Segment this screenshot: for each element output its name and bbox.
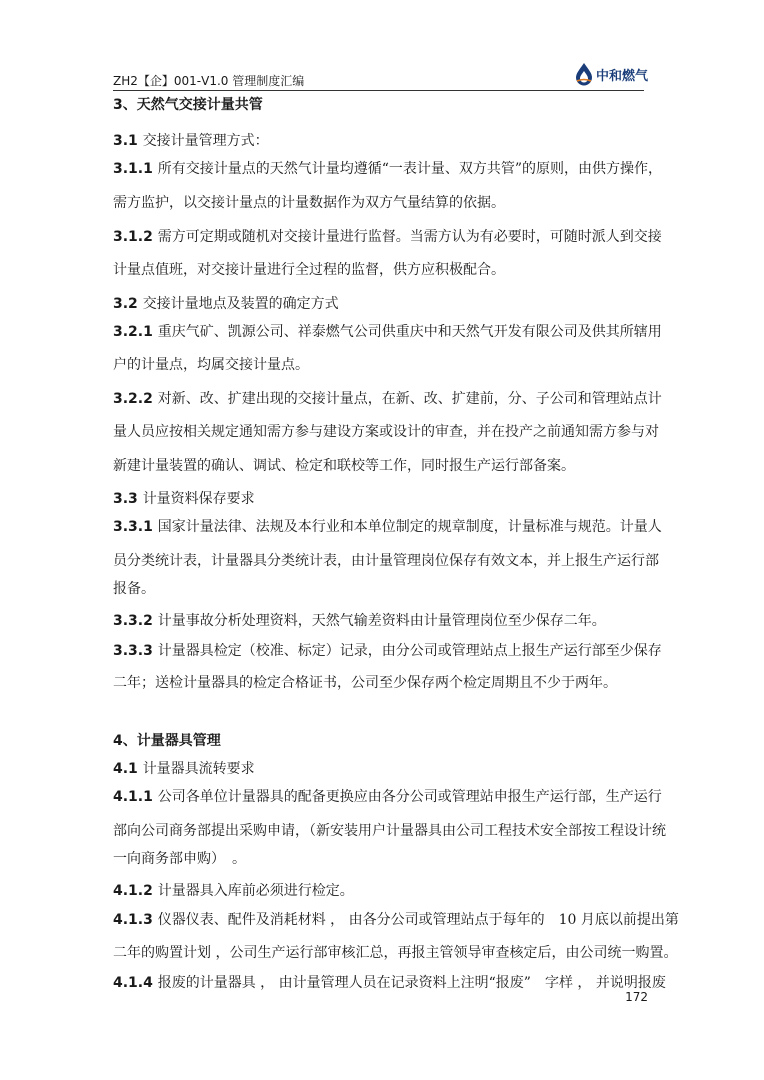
flame-drop-icon (574, 62, 594, 86)
line-text: 量人员应按相关规定通知需方参与建设方案或设计的审查，并在投产之前通知需方参与对 (113, 424, 659, 440)
text-line (113, 880, 646, 900)
text-line (113, 158, 663, 178)
clause-number: 3.1 (113, 133, 143, 149)
text-line (113, 455, 646, 475)
section-heading (113, 94, 646, 114)
line-text: 需方可定期或随机对交接计量进行监督。当需方认为有必要时，可随时派人到交接 (157, 229, 662, 245)
clause-number: 4.1.3 (113, 912, 158, 928)
clause-number: 3.3.3 (113, 643, 158, 659)
text-line (113, 488, 646, 508)
text-line (113, 130, 646, 150)
text-line (113, 388, 662, 408)
line-text: 员分类统计表，计量器具分类统计表，由计量管理岗位保存有效文本，并上报生产运行部 (113, 553, 659, 569)
clause-number: 4.1.4 (113, 975, 158, 991)
line-text: 重庆气矿、凯源公司、祥泰燃气公司供重庆中和天然气开发有限公司及供其所辖用 (157, 324, 662, 340)
line-text: 计量事故分析处理资料，天然气输差资料由计量管理岗位至少保存二年。 (157, 613, 606, 629)
line-text: 计量点值班，对交接计量进行全过程的监督，供方应积极配合。 (113, 262, 505, 278)
clause-number: 3.2.1 (113, 324, 158, 340)
text-line (113, 610, 646, 630)
line-text: 交接计量管理方式： (142, 133, 269, 149)
section-heading (113, 730, 646, 750)
line-text: 国家计量法律、法规及本行业和本单位制定的规章制度，计量标准与规范。计量人 (157, 519, 662, 535)
clause-number: 3.3.2 (113, 613, 158, 629)
clause-number: 3.2.2 (113, 391, 158, 407)
line-text: 需方监护，以交接计量点的计量数据作为双方气量结算的依据。 (113, 195, 505, 211)
clause-number: 3.1.2 (113, 229, 158, 245)
page-number: 172 (625, 990, 648, 1004)
clause-number: 4.1 (113, 761, 143, 777)
text-line (113, 786, 662, 806)
text-line (113, 672, 646, 692)
clause-number: 3.1.1 (113, 161, 158, 177)
line-text: 一向商务部申购） 。 (113, 851, 246, 867)
document-title: ZH2【企】001-V1.0 管理制度汇编 (113, 74, 305, 88)
line-text: 计量资料保存要求 (142, 491, 255, 507)
text-line (113, 321, 662, 341)
line-text: 新建计量装置的确认、调试、检定和联校等工作，同时报生产运行部备案。 (113, 458, 575, 474)
line-text: 对新、改、扩建出现的交接计量点，在新、改、扩建前，分、子公司和管理站点计 (157, 391, 662, 407)
logo-wordmark: 中和燃气 (595, 68, 648, 84)
clause-number: 3.2 (113, 296, 143, 312)
clause-number: 3.3.1 (113, 519, 158, 535)
text-line (113, 293, 646, 313)
text-line (113, 192, 646, 212)
text-line (113, 972, 666, 992)
line-text: 计量器具流转要求 (142, 761, 255, 777)
text-line (113, 550, 659, 570)
clause-number: 4.1.2 (113, 883, 158, 899)
company-logo (574, 62, 648, 86)
clause-number: 3.3 (113, 491, 143, 507)
line-text: 仪器仪表、配件及消耗材料 ， 由各分公司或管理站点于每年的 10 月底以前提出第 (157, 912, 679, 928)
line-text: 部向公司商务部提出采购申请，（新安装用户计量器具由公司工程技术安全部按工程设计统 (113, 823, 666, 839)
text-line (113, 578, 646, 598)
text-line (113, 226, 662, 246)
text-line (113, 421, 659, 441)
line-text: 二年的购置计划 ，公司生产运行部审核汇总，再报主管领导审查核定后，由公司统一购置。 (113, 945, 678, 961)
text-line (113, 942, 678, 962)
line-text: 交接计量地点及装置的确定方式 (142, 296, 339, 312)
text-line (113, 909, 679, 929)
text-line (113, 820, 666, 840)
text-line (113, 758, 646, 778)
line-text: 计量器具检定（校准、标定）记录，由分公司或管理站点上报生产运行部至少保存 (157, 643, 662, 659)
line-text: 计量器具入库前必须进行检定。 (157, 883, 354, 899)
text-line (113, 848, 646, 868)
clause-number: 4.1.1 (113, 789, 158, 805)
page-header (113, 60, 648, 91)
line-text: 4、计量器具管理 (113, 733, 221, 749)
text-line (113, 516, 662, 536)
line-text: 户的计量点，均属交接计量点。 (113, 357, 309, 373)
text-line (113, 259, 646, 279)
text-line (113, 354, 646, 374)
line-text: 所有交接计量点的天然气计量均遵循“一表计量、双方共管”的原则，由供方操作， (157, 161, 663, 177)
line-text: 报废的计量器具 ， 由计量管理人员在记录资料上注明“报废” 字样 ， 并说明报废 (157, 975, 666, 991)
line-text: 二年；送检计量器具的检定合格证书，公司至少保存两个检定周期且不少于两年。 (113, 675, 617, 691)
text-line (113, 640, 662, 660)
line-text: 公司各单位计量器具的配备更换应由各分公司或管理站申报生产运行部，生产运行 (157, 789, 662, 805)
line-text: 报备。 (113, 581, 155, 597)
line-text: 3、天然气交接计量共管 (113, 97, 263, 113)
